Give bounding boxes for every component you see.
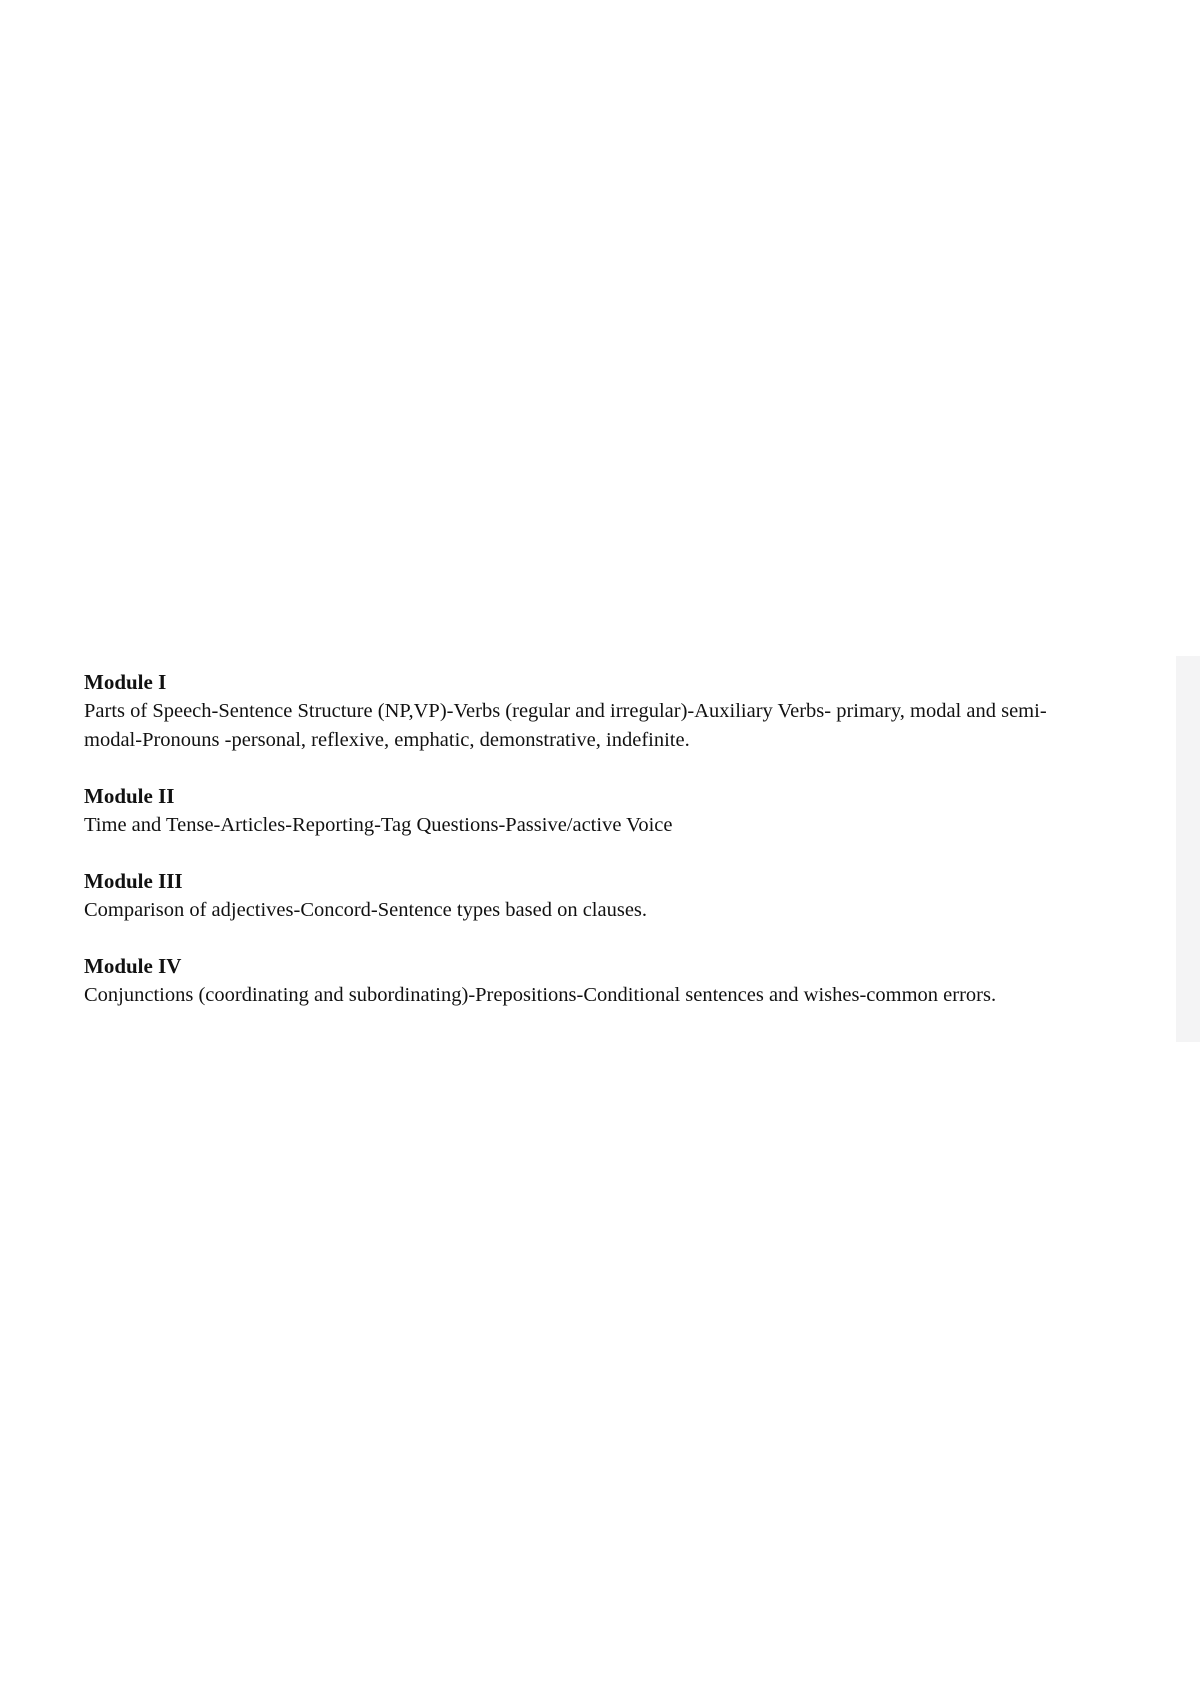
module-section (84, 668, 1104, 755)
module-section (84, 952, 1104, 1010)
module-heading: Module II (84, 784, 175, 808)
module-description: Time and Tense-Articles-Reporting-Tag Questions-Passive/active Voice (84, 814, 673, 836)
module-description: Parts of Speech-Sentence Structure (NP,VP)-Verbs (regular and irregular)-Auxiliary Verbs- primary, modal and semi-modal-Pronouns -personal, reflexive, emphatic, demonstrative, indefinite. (84, 700, 1047, 751)
module-heading: Module III (84, 869, 183, 893)
module-heading: Module IV (84, 954, 182, 978)
module-description: Comparison of adjectives-Concord-Sentence types based on clauses. (84, 899, 648, 921)
side-scroll-strip (1176, 656, 1200, 1042)
module-section (84, 867, 1104, 925)
module-heading: Module I (84, 670, 167, 694)
syllabus-content (84, 668, 1104, 1037)
module-section (84, 782, 1104, 840)
module-description: Conjunctions (coordinating and subordinating)-Prepositions-Conditional sentences and wishes-common errors. (84, 984, 997, 1006)
